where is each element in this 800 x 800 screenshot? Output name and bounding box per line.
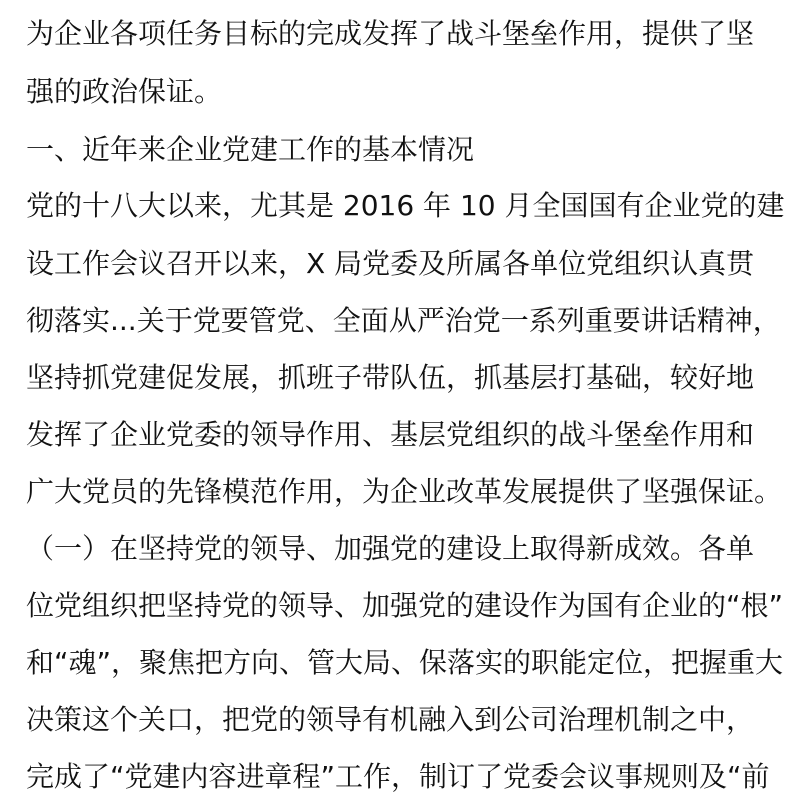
text-line-14: 完成了“党建内容进章程”工作，制订了党委会议事规则及“前 (26, 760, 770, 793)
text-line-9: 广大党员的先锋模范作用，为企业改革发展提供了坚强保证。 (26, 475, 783, 508)
text-line-2: 强的政治保证。 (26, 75, 223, 108)
text-line-13: 决策这个关口，把党的领导有机融入到公司治理机制之中， (26, 703, 755, 736)
text-line-4: 党的十八大以来，尤其是 2016 年 10 月全国国有企业党的建 (26, 189, 785, 222)
subsection-heading-line: （一）在坚持党的领导、加强党的建设上取得新成效。各单 (26, 532, 755, 565)
text-line-12: 和“魂”，聚焦把方向、管大局、保落实的职能定位，把握重大 (26, 646, 784, 679)
text-line-5: 设工作会议召开以来，X 局党委及所属各单位党组织认真贯 (26, 247, 755, 280)
text-line-1: 为企业各项任务目标的完成发挥了战斗堡垒作用，提供了坚 (26, 17, 755, 50)
text-line-6: 彻落实...关于党要管党、全面从严治党一系列重要讲话精神， (26, 304, 781, 337)
text-line-8: 发挥了企业党委的领导作用、基层党组织的战斗堡垒作用和 (26, 418, 755, 451)
text-line-7: 坚持抓党建促发展，抓班子带队伍，抓基层打基础，较好地 (26, 361, 755, 394)
section-heading: 一、近年来企业党建工作的基本情况 (26, 133, 475, 166)
text-line-11: 位党组织把坚持党的领导、加强党的建设作为国有企业的“根” (26, 589, 784, 622)
